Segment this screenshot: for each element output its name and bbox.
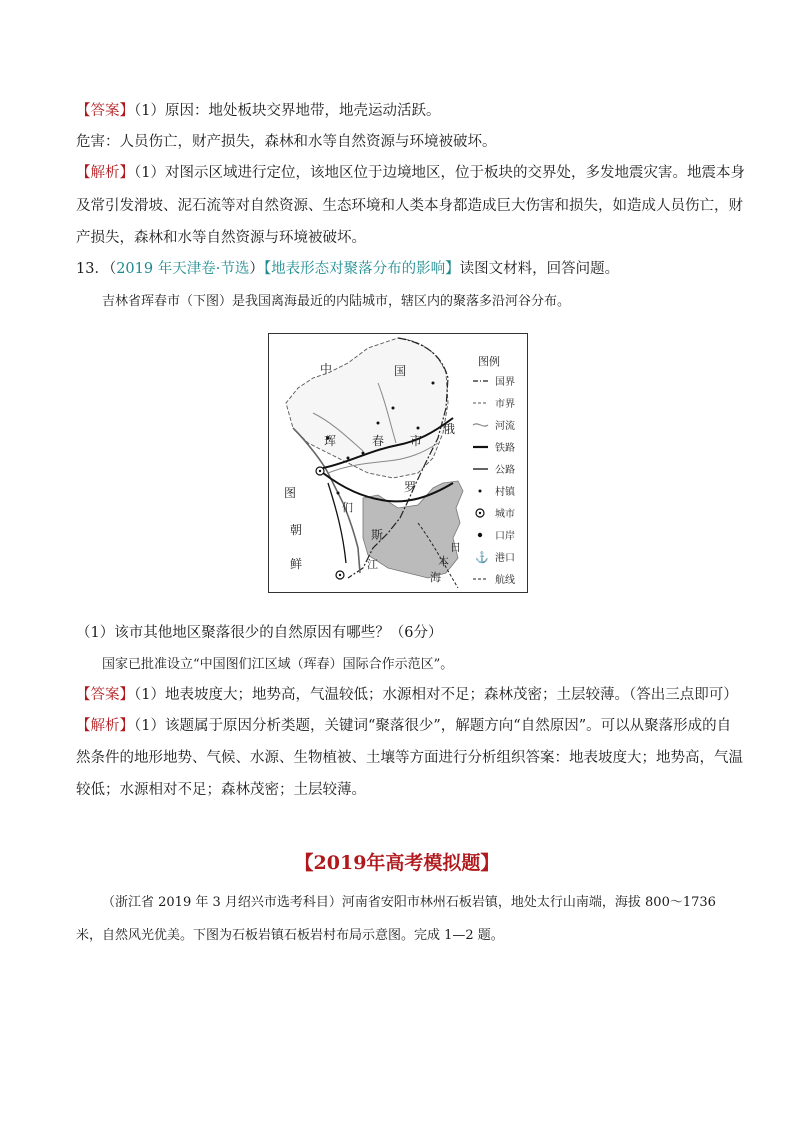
answer-text: （1）地表坡度大；地势高，气温较低；水源相对不足；森林茂密；土层较薄。（答出三点即可） <box>134 687 738 703</box>
answer-text: （1）原因：地处板块交界地带，地壳运动活跃。 <box>134 103 441 119</box>
map-label: 珲 <box>324 434 337 448</box>
village-dot <box>392 407 395 410</box>
legend-item: 港口 <box>495 553 515 564</box>
map-label: 鲜 <box>290 557 303 571</box>
analysis-text: （1）该题属于原因分析类题，关键词“聚落很少”，解题方向“自然原因”。可以从聚落形成的自 <box>134 718 732 734</box>
analysis-12-line3: 产损失，森林和水等自然资源与环境被破坏。 <box>76 230 366 246</box>
mock-text: 河南省安阳市林州石板岩镇，地处太行山南端，海拔 800～1736 <box>341 895 716 910</box>
legend-item: 城市 <box>495 509 515 520</box>
map-label: 朝 <box>290 523 303 537</box>
map-label: 海 <box>430 571 441 584</box>
question-13-material: 吉林省珲春市（下图）是我国离海最近的内陆城市，辖区内的聚落多沿河谷分布。 <box>102 294 571 309</box>
map-label: 春 <box>372 434 385 448</box>
legend-item: 国界 <box>495 377 515 388</box>
village-dot <box>377 422 380 425</box>
analysis-13-line2: 然条件的地形地势、气候、水源、生物植被、土壤等方面进行分析组织答案：地表坡度大；地势高，气温 <box>76 750 743 766</box>
map-label: 江 <box>367 558 378 571</box>
answer-12-line2: 危害：人员伤亡，财产损失，森林和水等自然资源与环境被破坏。 <box>76 134 497 150</box>
village-dot <box>362 452 365 455</box>
legend-item: 公路 <box>495 465 515 476</box>
answer-tag: 【答案】 <box>76 687 134 703</box>
answer-12-line1 <box>76 101 722 121</box>
question-topic: 【地表形态对聚落分布的影响】 <box>263 261 460 277</box>
question-source: 2019 年天津卷·节选 <box>116 261 250 277</box>
map-label: 日 <box>450 541 461 554</box>
village-dot <box>432 382 435 385</box>
analysis-13-line1 <box>76 716 732 736</box>
analysis-12-line1 <box>76 163 745 183</box>
hunchun-map <box>268 333 528 593</box>
legend-title: 图例 <box>478 355 500 368</box>
map-label: 本 <box>438 555 449 568</box>
question-13-subq1: （1）该市其他地区聚落很少的自然原因有哪些？（6分） <box>76 625 443 641</box>
legend-item: 村镇 <box>495 487 515 498</box>
section-heading: 【2019年高考模拟题】 <box>294 852 500 874</box>
mock-line1 <box>102 893 722 913</box>
village-dot <box>417 427 420 430</box>
analysis-tag: 【解析】 <box>76 718 134 734</box>
map-label: 们 <box>342 501 353 514</box>
legend-item: 口岸 <box>495 531 515 542</box>
map-label: 俄 <box>443 422 456 436</box>
source-close: ） <box>249 261 264 277</box>
answer-13 <box>76 685 738 705</box>
legend-item: 市界 <box>495 399 515 410</box>
village-dot <box>337 492 340 495</box>
map-label: 斯 <box>371 528 384 542</box>
map-label: 中 <box>320 362 333 376</box>
analysis-text: （1）对图示区域进行定位，该地区位于边境地区，位于板块的交界处，多发地震灾害。地震本身 <box>134 165 745 181</box>
legend-item: 河流 <box>495 421 515 432</box>
source-open: （ <box>108 261 117 277</box>
svg-text:⚓: ⚓ <box>475 551 489 564</box>
analysis-13-line3: 较低；水源相对不足；森林茂密；土层较薄。 <box>76 782 366 798</box>
mock-source: （浙江省 2019 年 3 月绍兴市选考科目） <box>102 895 342 910</box>
map-label: 国 <box>394 364 407 378</box>
question-number: 13． <box>76 261 109 277</box>
legend-item: 铁路 <box>495 443 515 454</box>
answer-tag: 【答案】 <box>76 103 134 119</box>
map-label: 市 <box>410 434 423 448</box>
analysis-tag: 【解析】 <box>76 165 134 181</box>
question-13-header <box>76 259 722 279</box>
map-label: 罗 <box>404 480 417 494</box>
question-13-material2: 国家已批准设立“中国图们江区域（珲春）国际合作示范区”。 <box>102 657 454 672</box>
analysis-12-line2: 及常引发滑坡、泥石流等对自然资源、生态环境和人类本身都造成巨大伤害和损失，如造成人员伤亡，财 <box>76 198 743 214</box>
map-label: 图 <box>284 486 297 500</box>
mock-line2: 米，自然风光优美。下图为石板岩镇石板岩村布局示意图。完成 1—2 题。 <box>76 928 504 943</box>
legend-item: 航线 <box>495 575 515 586</box>
village-dot <box>347 457 350 460</box>
question-instruction: 读图文材料，回答问题。 <box>459 261 620 277</box>
